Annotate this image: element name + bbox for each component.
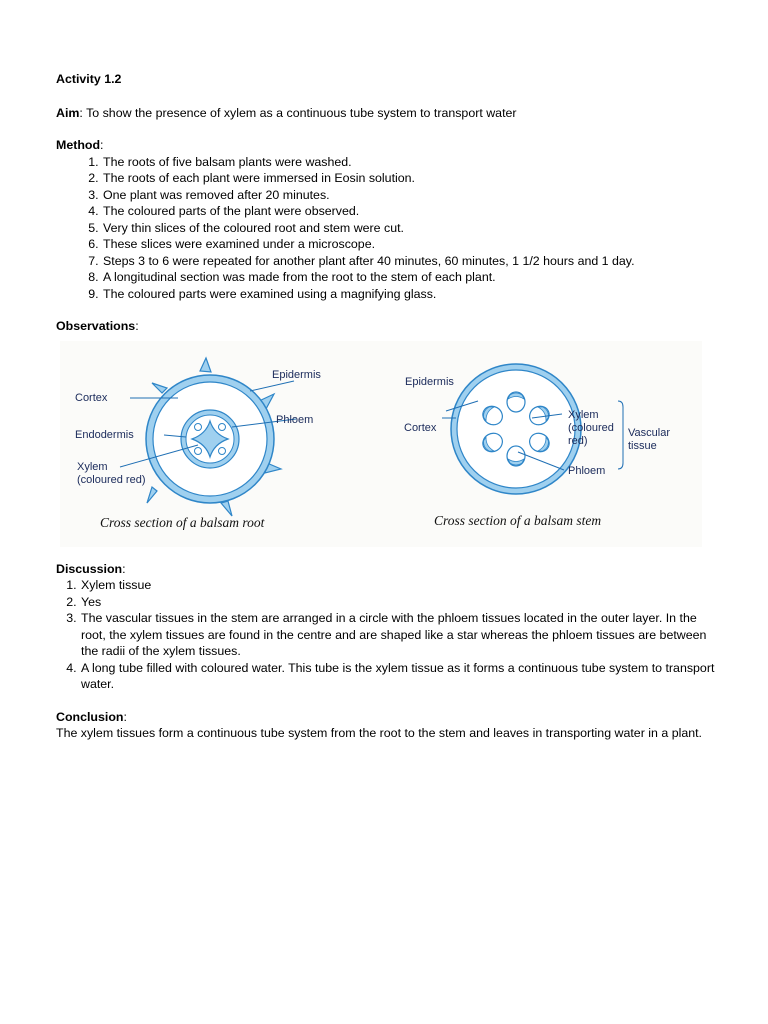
root-label-xylem-note: (coloured red) bbox=[77, 473, 146, 486]
method-steps-list bbox=[56, 154, 724, 303]
conclusion-label: Conclusion bbox=[56, 709, 124, 724]
observations-label: Observations bbox=[56, 319, 136, 333]
stem-label-tissue: tissue bbox=[628, 439, 657, 452]
root-label-xylem: Xylem bbox=[77, 460, 108, 473]
discussion-list bbox=[56, 577, 724, 693]
method-step: 9. The coloured parts were examined using a magnifying glass. bbox=[102, 286, 724, 303]
method-step: 7. Steps 3 to 6 were repeated for another plant after 40 minutes, 60 minutes, 1 1/2 hours and 1 day. bbox=[102, 253, 724, 270]
discussion-heading bbox=[56, 561, 724, 578]
observations-colon: : bbox=[135, 319, 139, 333]
observations-section bbox=[56, 318, 724, 547]
discussion-label: Discussion bbox=[56, 561, 123, 576]
stem-label-xylem-note2: red) bbox=[568, 434, 588, 447]
conclusion-colon: : bbox=[123, 709, 127, 724]
discussion-item: 2. Yes bbox=[80, 594, 724, 611]
observation-figure bbox=[60, 341, 702, 547]
aim-label: Aim bbox=[56, 105, 80, 120]
root-label-endodermis: Endodermis bbox=[75, 428, 134, 441]
discussion-item: 4. A long tube filled with coloured water. This tube is the xylem tissue as it forms a continuous tube system to transport water. bbox=[80, 660, 724, 693]
conclusion-section bbox=[56, 709, 724, 742]
root-label-cortex: Cortex bbox=[75, 391, 108, 404]
method-step: 4. The coloured parts of the plant were observed. bbox=[102, 203, 724, 220]
discussion-item: 1. Xylem tissue bbox=[80, 577, 724, 594]
method-step: 8. A longitudinal section was made from the root to the stem of each plant. bbox=[102, 269, 724, 286]
method-colon: : bbox=[100, 138, 104, 152]
method-heading bbox=[56, 137, 724, 154]
discussion-item: 3. The vascular tissues in the stem are arranged in a circle with the phloem tissues located in the outer layer. In the root, the xylem tissues are found in the centre and are shaped like a star whereas the phloem tissues are between the radii of the xylem tissues. bbox=[80, 610, 724, 660]
method-step: 6. These slices were examined under a microscope. bbox=[102, 236, 724, 253]
method-step: 2. The roots of each plant were immersed in Eosin solution. bbox=[102, 170, 724, 187]
method-step: 3. One plant was removed after 20 minutes. bbox=[102, 187, 724, 204]
discussion-section bbox=[56, 561, 724, 693]
aim-section bbox=[56, 105, 724, 122]
root-caption: Cross section of a balsam root bbox=[100, 514, 265, 530]
stem-label-epidermis: Epidermis bbox=[405, 375, 454, 388]
conclusion-heading bbox=[56, 709, 724, 726]
stem-cortex bbox=[457, 370, 575, 488]
method-step: 5. Very thin slices of the coloured root and stem were cut. bbox=[102, 220, 724, 237]
aim-text: : To show the presence of xylem as a continuous tube system to transport water bbox=[79, 105, 517, 120]
stem-label-cortex: Cortex bbox=[404, 421, 437, 434]
method-label: Method bbox=[56, 138, 101, 152]
stem-label-xylem: Xylem bbox=[568, 408, 599, 421]
method-section bbox=[56, 137, 724, 302]
discussion-colon: : bbox=[122, 561, 126, 576]
root-label-phloem: Phloem bbox=[276, 413, 314, 426]
root-label-epidermis: Epidermis bbox=[272, 368, 321, 381]
stem-label-phloem: Phloem bbox=[568, 464, 606, 477]
activity-title: Activity 1.2 bbox=[56, 72, 122, 86]
aim-paragraph bbox=[56, 105, 724, 122]
root-cross-section bbox=[120, 358, 296, 516]
conclusion-text: The xylem tissues form a continuous tube system from the root to the stem and leaves in transporting water in a plant. bbox=[56, 726, 703, 740]
stem-label-vascular: Vascular bbox=[628, 426, 670, 439]
stem-label-xylem-note1: (coloured bbox=[568, 421, 614, 434]
observations-heading bbox=[56, 318, 724, 335]
method-step: 1. The roots of five balsam plants were washed. bbox=[102, 154, 724, 171]
stem-caption: Cross section of a balsam stem bbox=[434, 512, 602, 528]
document-page bbox=[56, 71, 724, 758]
